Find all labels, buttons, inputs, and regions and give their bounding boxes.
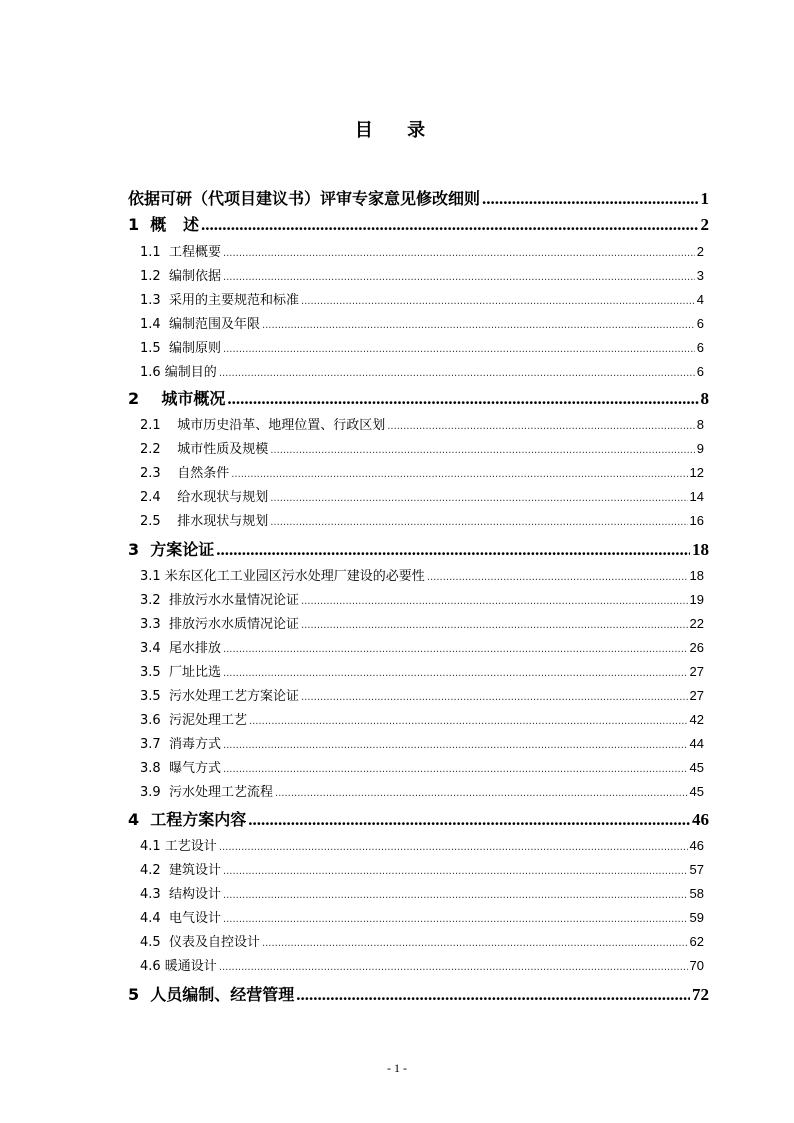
toc-section-entry[interactable] [140,337,704,356]
toc-chapter-entry[interactable] [128,386,709,409]
toc-entry-title: 3 方案论证 [128,540,215,559]
toc-section-entry[interactable] [140,733,704,752]
toc-entry-title: 1.4 编制范围及年限 [140,317,260,332]
toc-section-entry[interactable] [140,637,704,656]
page-number: - 1 - [387,1061,407,1075]
toc-section-entry[interactable] [140,781,704,800]
toc-section-entry[interactable] [140,835,704,854]
toc-entry-title: 3.4 尾水排放 [140,641,221,656]
toc-page-number: 18 [692,540,709,559]
toc-entry-title: 1.3 采用的主要规范和标准 [140,293,299,308]
toc-dot-leader [427,572,688,583]
toc-page-number: 6 [696,364,704,379]
toc-page-number: 9 [696,441,704,456]
toc-page-number: 3 [696,268,704,283]
toc-dot-leader [270,445,695,456]
toc-entry-title: 依据可研（代项目建议书）评审专家意见修改细则 [128,189,481,208]
toc-section-entry[interactable] [140,709,704,728]
toc-entry-title: 4.1 工艺设计 [140,839,217,854]
toc-section-entry[interactable] [140,510,704,529]
toc-section-entry[interactable] [140,907,704,926]
toc-entry-title: 1.1 工程概要 [140,245,221,260]
toc-page-number: 70 [689,958,704,973]
toc-page-number: 45 [689,760,704,775]
toc-page-number: 45 [689,784,704,799]
toc-dot-leader [223,272,695,283]
toc-page-number: 46 [689,838,704,853]
toc-page-number: 2 [696,244,704,259]
toc-page-number: 19 [689,592,704,607]
toc-dot-leader [219,962,688,973]
toc-chapter-entry[interactable] [128,807,709,830]
toc-entry-title: 1.6 编制目的 [140,365,217,380]
toc-section-entry[interactable] [140,661,704,680]
toc-dot-leader [301,692,688,703]
toc-page-number: 6 [696,316,704,331]
toc-page-number: 58 [689,886,704,901]
toc-entry-title: 2.2 城市性质及规模 [140,442,269,457]
toc-section-entry[interactable] [140,414,704,433]
toc-page-number: 4 [696,292,704,307]
toc-entry-title: 3.1 米东区化工工业园区污水处理厂建设的必要性 [140,569,425,584]
toc-section-entry[interactable] [140,313,704,332]
toc-entry-title: 4.4 电气设计 [140,911,221,926]
toc-page-number: 46 [692,810,709,829]
toc-dot-leader [223,668,688,679]
toc-chapter-entry[interactable] [128,982,709,1005]
toc-chapter-entry[interactable] [128,537,709,560]
toc-entry-title: 3.6 污泥处理工艺 [140,713,247,728]
toc-chapter-entry[interactable] [128,212,709,235]
toc-page-number: 8 [696,417,704,432]
toc-dot-leader [482,189,698,209]
toc-section-entry[interactable] [140,589,704,608]
toc-section-entry[interactable] [140,289,704,308]
toc-dot-leader [270,517,687,528]
toc-page-number: 16 [689,513,704,528]
toc-dot-leader [216,540,690,560]
toc-page-number: 22 [689,616,704,631]
toc-title: 目 录 [354,120,440,141]
toc-dot-leader [301,296,695,307]
toc-entry-title: 2.4 给水现状与规划 [140,490,269,505]
toc-dot-leader [223,344,695,355]
toc-dot-leader [262,320,695,331]
toc-entry-title: 1.2 编制依据 [140,269,221,284]
toc-section-entry[interactable] [140,565,704,584]
toc-entry-title: 4 工程方案内容 [128,810,247,829]
toc-page-number: 27 [689,664,704,679]
toc-dot-leader [248,810,690,830]
toc-page-number: 26 [689,640,704,655]
toc-section-entry[interactable] [140,438,704,457]
toc-entry-title: 3.5 厂址比选 [140,665,221,680]
toc-page-number: 59 [689,910,704,925]
toc-section-entry[interactable] [140,883,704,902]
toc-page-number: 57 [689,862,704,877]
toc-section-entry[interactable] [140,685,704,704]
toc-chapter-entry[interactable] [128,186,709,209]
toc-entry-title: 4.2 建筑设计 [140,863,221,878]
toc-dot-leader [223,740,688,751]
toc-dot-leader [223,866,688,877]
toc-entry-title: 3.7 消毒方式 [140,737,221,752]
toc-dot-leader [296,985,690,1005]
toc-page-number: 1 [700,189,709,208]
toc-section-entry[interactable] [140,361,704,380]
toc-dot-leader [301,620,688,631]
toc-dot-leader [223,764,688,775]
toc-section-entry[interactable] [140,486,704,505]
toc-page-number: 14 [689,489,704,504]
toc-dot-leader [219,842,688,853]
toc-dot-leader [223,644,688,655]
toc-page-number: 27 [689,688,704,703]
toc-dot-leader [223,248,695,259]
toc-section-entry[interactable] [140,955,704,974]
toc-section-entry[interactable] [140,931,704,950]
toc-entry-title: 2 城市概况 [128,389,226,408]
toc-entry-title: 3.2 排放污水水量情况论证 [140,593,299,608]
toc-section-entry[interactable] [140,859,704,878]
toc-page-number: 6 [696,340,704,355]
toc-entry-title: 2.5 排水现状与规划 [140,514,269,529]
toc-entry-title: 3.9 污水处理工艺流程 [140,785,273,800]
toc-section-entry[interactable] [140,241,704,260]
toc-page-number: 8 [700,389,709,408]
toc-page-number: 12 [689,465,704,480]
toc-entry-title: 3.3 排放污水水质情况论证 [140,617,299,632]
toc-dot-leader [227,389,698,409]
toc-dot-leader [223,890,688,901]
toc-page-number: 2 [700,215,709,234]
toc-entry-title: 4.6 暖通设计 [140,959,217,974]
toc-entry-title: 1.5 编制原则 [140,341,221,356]
toc-dot-leader [231,469,687,480]
toc-entry-title: 3.8 曝气方式 [140,761,221,776]
toc-entry-title: 5 人员编制、经营管理 [128,985,295,1004]
toc-page-number: 62 [689,934,704,949]
toc-dot-leader [262,938,688,949]
toc-dot-leader [275,788,688,799]
toc-dot-leader [219,368,695,379]
toc-page-number: 42 [689,712,704,727]
toc-section-entry[interactable] [140,462,704,481]
toc-dot-leader [270,493,687,504]
toc-page-number: 18 [689,568,704,583]
toc-dot-leader [223,914,688,925]
toc-section-entry[interactable] [140,757,704,776]
toc-entry-title: 4.3 结构设计 [140,887,221,902]
toc-entry-title: 1 概 述 [128,215,199,234]
toc-dot-leader [201,215,699,235]
toc-page-number: 44 [689,736,704,751]
toc-page-number: 72 [692,985,709,1004]
toc-entry-title: 2.3 自然条件 [140,466,230,481]
toc-dot-leader [249,716,688,727]
toc-entry-title: 2.1 城市历史沿革、地理位置、行政区划 [140,418,386,433]
toc-entry-title: 4.5 仪表及自控设计 [140,935,260,950]
toc-dot-leader [301,596,688,607]
toc-section-entry[interactable] [140,613,704,632]
toc-entry-title: 3.5 污水处理工艺方案论证 [140,689,299,704]
toc-section-entry[interactable] [140,265,704,284]
toc-dot-leader [387,421,695,432]
